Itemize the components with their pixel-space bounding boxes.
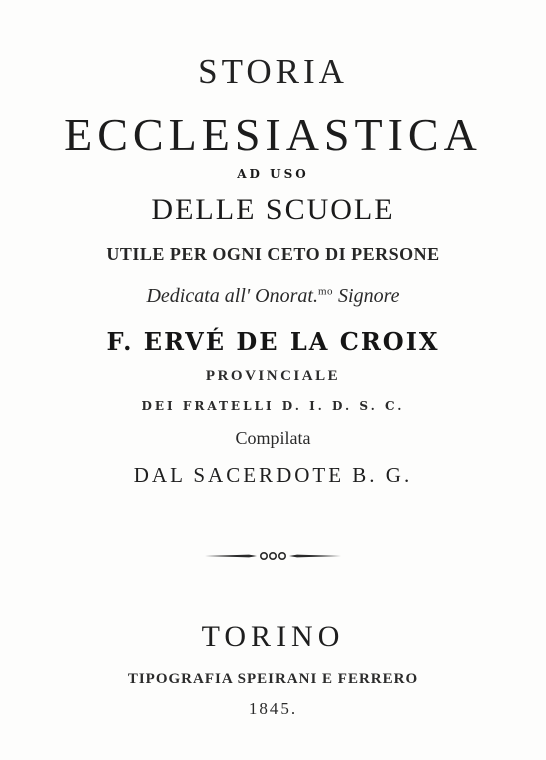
dedication-line xyxy=(0,285,546,308)
dedicatee-order: DEI FRATELLI D. I. D. S. C. xyxy=(141,399,405,413)
subtitle-utile: UTILE PER OGNI CETO DI PERSONE xyxy=(106,244,440,264)
dedication-superscript: mo xyxy=(317,285,334,298)
subtitle-ad-uso: AD USO xyxy=(237,167,309,181)
title-line-ecclesiastica: ECCLESIASTICA xyxy=(64,109,482,160)
dedication-text: Dedicata all' Onorat. xyxy=(146,285,318,307)
typographic-rule-ornament-icon xyxy=(203,548,343,564)
dedication-signore: Signore xyxy=(333,285,400,307)
imprint-year: 1845. xyxy=(248,699,298,718)
author-line: DAL SACERDOTE B. G. xyxy=(133,463,413,487)
imprint-city: TORINO xyxy=(201,620,345,653)
title-line-storia: STORIA xyxy=(198,52,348,91)
imprint-printer: TIPOGRAFIA SPEIRANI E FERRERO xyxy=(127,671,419,687)
dedicatee-role: PROVINCIALE xyxy=(205,368,341,384)
subtitle-delle-scuole: DELLE SCUOLE xyxy=(151,193,395,226)
compilata-label: Compilata xyxy=(235,428,311,448)
dedicatee-name: F. ERVÉ DE LA CROIX xyxy=(106,327,440,356)
